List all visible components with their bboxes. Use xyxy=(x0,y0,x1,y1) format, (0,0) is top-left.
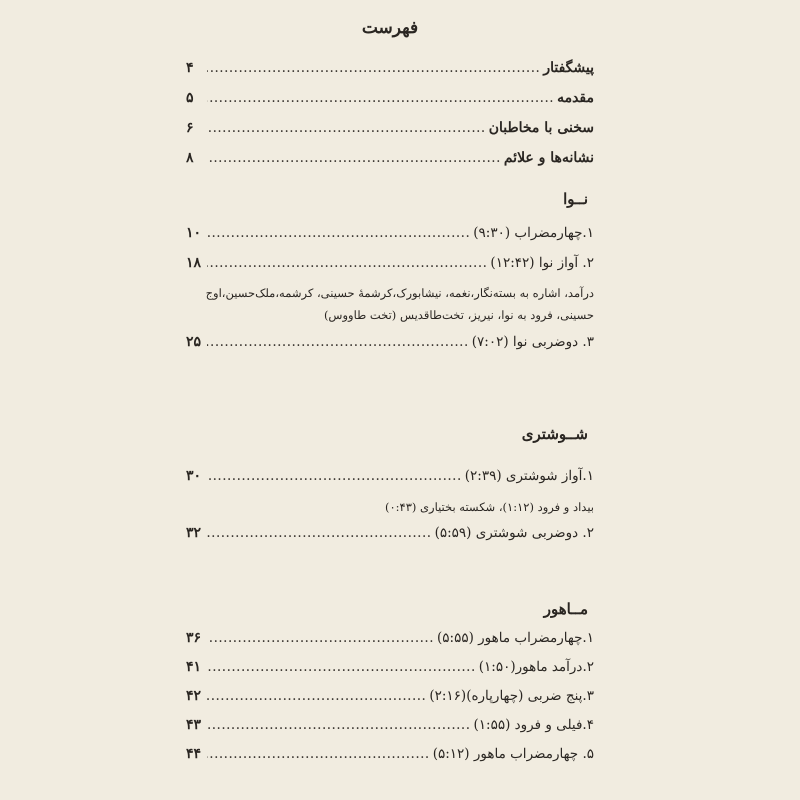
toc-entry xyxy=(186,60,594,82)
entry-label: ۱.چهارمضراب ماهور (۵:۵۵) xyxy=(436,630,594,646)
leader-dots xyxy=(207,120,486,136)
entry-label: پیشگفتار xyxy=(543,60,594,76)
entry-page: ۶ xyxy=(186,120,194,136)
leader-dots xyxy=(207,90,554,106)
entry-page: ۲۵ xyxy=(186,334,202,350)
toc-entry xyxy=(186,746,594,768)
gusheh-list: حسینی، فرود به نوا، نیریز، تخت‌طاقدیس (تخت طاووس) xyxy=(323,308,594,322)
entry-page: ۵ xyxy=(186,90,194,106)
entry-label: ۳.پنج ضربی (چهارپاره)(۲:۱۶) xyxy=(429,688,594,704)
leader-dots xyxy=(207,150,501,166)
section-title-shushtari: شــوشتری xyxy=(521,425,588,443)
entry-page: ۴۳ xyxy=(186,717,202,733)
leader-dots xyxy=(207,659,476,675)
toc-entry xyxy=(186,90,594,112)
leader-dots xyxy=(207,717,471,733)
entry-page: ۳۰ xyxy=(186,468,202,484)
entry-page: ۴۲ xyxy=(186,688,202,704)
leader-dots xyxy=(207,468,462,484)
toc-entry xyxy=(186,630,594,652)
entry-label: ۲. آواز نوا (۱۲:۴۲) xyxy=(490,255,594,271)
toc-entry xyxy=(186,255,594,277)
leader-dots xyxy=(207,334,469,350)
toc-entry xyxy=(186,688,594,710)
entry-page: ۴ xyxy=(186,60,194,76)
toc-entry xyxy=(186,120,594,142)
entry-label: ۴.فیلی و فرود (۱:۵۵) xyxy=(473,717,594,733)
toc-entry xyxy=(186,225,594,247)
section-title-mahur: مــاهور xyxy=(543,600,588,618)
entry-label: ۳. دوضربی نوا (۷:۰۲) xyxy=(471,334,594,350)
leader-dots xyxy=(207,225,470,241)
gusheh-list: درآمد، اشاره به بسته‌نگار،نغمه، نیشابورک،کرشمهٔ حسینی، کرشمه،ملک‌حسین،اوج xyxy=(205,286,594,300)
page-title: فهرست xyxy=(361,18,419,38)
entry-label: ۱.آواز شوشتری (۲:۳۹) xyxy=(464,468,594,484)
entry-page: ۸ xyxy=(186,150,194,166)
toc-entry xyxy=(186,468,594,490)
entry-page: ۱۰ xyxy=(186,225,202,241)
entry-page: ۴۱ xyxy=(186,659,202,675)
entry-page: ۳۲ xyxy=(186,525,202,541)
entry-label: ۵. چهارمضراب ماهور (۵:۱۲) xyxy=(432,746,594,762)
toc-entry xyxy=(186,717,594,739)
leader-dots xyxy=(207,60,540,76)
entry-label: سخنی با مخاطبان xyxy=(488,120,594,136)
entry-label: نشانه‌ها و علائم xyxy=(503,150,594,166)
toc-entry xyxy=(186,150,594,172)
toc-entry xyxy=(186,659,594,681)
leader-dots xyxy=(207,746,430,762)
leader-dots xyxy=(207,255,487,271)
leader-dots xyxy=(207,630,434,646)
toc-entry xyxy=(186,525,594,547)
entry-page: ۴۴ xyxy=(186,746,202,762)
entry-label: ۲.درآمد ماهور(۱:۵۰) xyxy=(478,659,594,675)
leader-dots xyxy=(207,525,432,541)
toc-entry xyxy=(186,334,594,356)
gusheh-list: بیداد و فرود (۱:۱۲)، شکسته بختیاری (۰:۴۳) xyxy=(384,500,594,514)
entry-page: ۱۸ xyxy=(186,255,202,271)
section-title-nava: نــوا xyxy=(563,190,588,208)
entry-page: ۳۶ xyxy=(186,630,202,646)
entry-label: ۲. دوضربی شوشتری (۵:۵۹) xyxy=(434,525,594,541)
entry-label: مقدمه xyxy=(557,90,594,106)
leader-dots xyxy=(207,688,426,704)
entry-label: ۱.چهارمضراب (۹:۳۰) xyxy=(473,225,594,241)
